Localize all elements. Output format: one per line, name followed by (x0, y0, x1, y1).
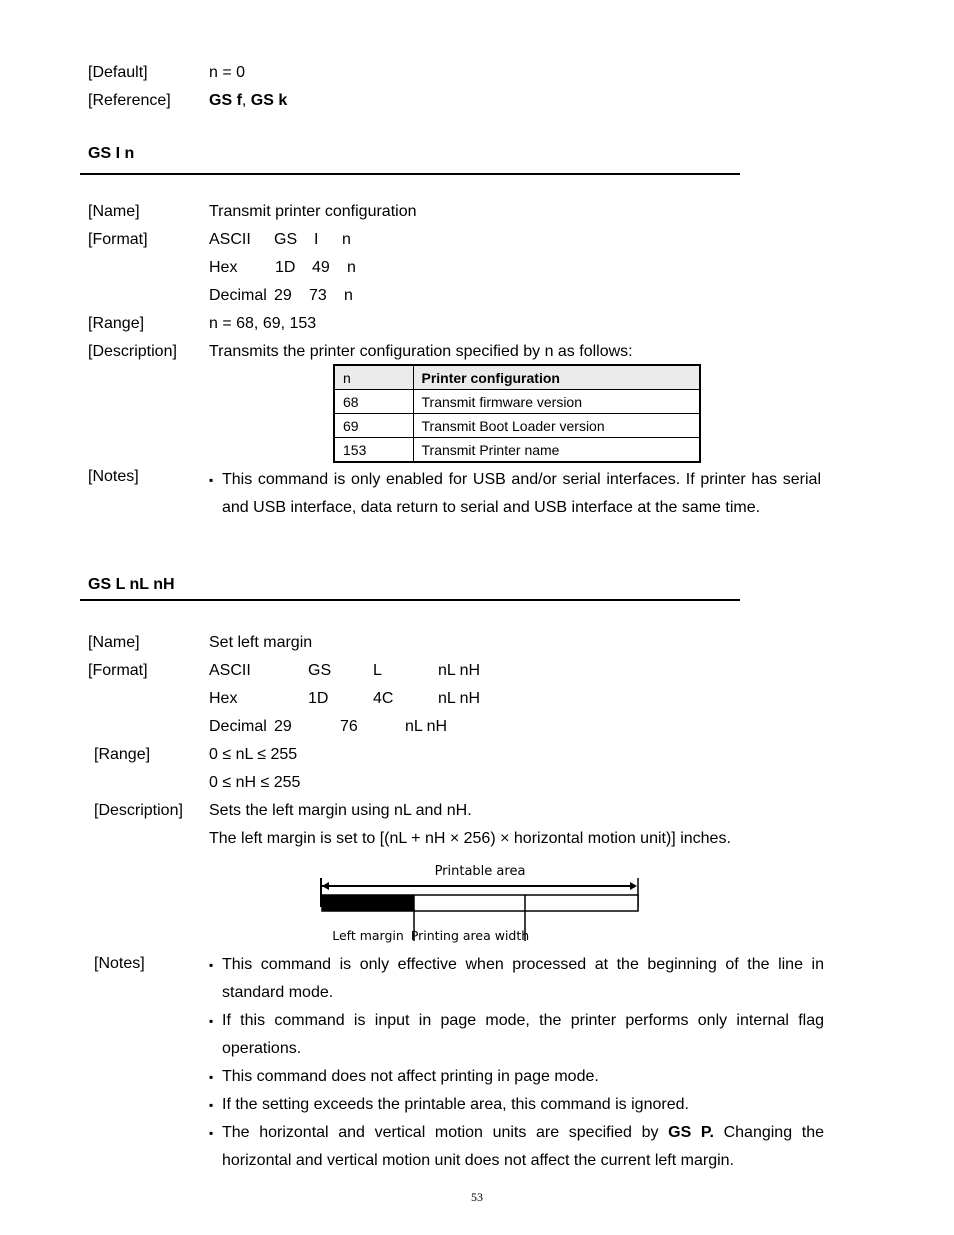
format-hex-label: Hex (209, 690, 238, 707)
page-number: 53 (471, 1190, 483, 1204)
table-row (334, 390, 700, 414)
description-label: [Description] (94, 802, 183, 819)
format-ascii-cmd: GS (308, 662, 332, 679)
left-margin-block (322, 895, 414, 911)
notes-label: [Notes] (94, 955, 145, 972)
format-hex-cmd: 1D (308, 690, 329, 707)
section-divider (80, 599, 740, 601)
format-ascii-code: L (373, 662, 382, 679)
bullet-icon: ▪ (209, 1126, 214, 1140)
format-ascii-param: nL nH (438, 662, 481, 679)
format-hex-param: n (347, 259, 356, 276)
table-cell-configuration: Transmit Printer name (413, 438, 700, 463)
bullet-icon: ▪ (209, 1070, 214, 1084)
description-label: [Description] (88, 343, 177, 360)
arrow-right-head-icon (630, 882, 637, 890)
note-item (209, 1119, 824, 1175)
bullet-icon: ▪ (209, 1014, 214, 1028)
format-decimal-cmd: 29 (274, 718, 292, 735)
table-header-printer-configuration: Printer configuration (413, 365, 700, 390)
note-text: This command is only enabled for USB and/or serial interfaces. If printer has serial and USB interface, data return to serial and USB interface at the same time. (222, 471, 821, 516)
table-row (334, 414, 700, 438)
bullet-icon: ▪ (209, 958, 214, 972)
format-ascii-label: ASCII (209, 231, 251, 248)
table-cell-n: 69 (334, 414, 413, 438)
format-decimal-cmd: 29 (274, 287, 292, 304)
note-text-part: The horizontal and vertical motion units are specified by (222, 1124, 669, 1141)
printer-config-table (333, 364, 701, 463)
printable-area-label: Printable area (434, 864, 526, 879)
description-line-1: Sets the left margin using nL and nH. (209, 802, 472, 819)
format-decimal-param: nL nH (405, 718, 448, 735)
format-decimal-label: Decimal (209, 718, 267, 735)
table-cell-n: 68 (334, 390, 413, 414)
format-ascii-label: ASCII (209, 662, 251, 679)
table-row (334, 438, 700, 463)
arrow-left-head-icon (322, 882, 329, 890)
format-label: [Format] (88, 662, 148, 679)
note-text: If this command is input in page mode, the printer performs only internal flag operations. (222, 1012, 824, 1057)
format-hex-code: 49 (312, 259, 330, 276)
note-item (209, 1007, 824, 1063)
format-hex-label: Hex (209, 259, 238, 276)
note-item (209, 1063, 824, 1091)
format-decimal-param: n (344, 287, 353, 304)
note-text: This command does not affect printing in page mode. (222, 1068, 599, 1085)
table-cell-configuration: Transmit Boot Loader version (413, 414, 700, 438)
range-label: [Range] (94, 746, 151, 763)
range-value-nl: 0 ≤ nL ≤ 255 (209, 746, 298, 763)
bullet-icon: ▪ (209, 473, 214, 487)
note-text-part: Changing the horizontal and vertical motion unit does not affect the current left margin. (222, 1124, 824, 1169)
table-cell-n: 153 (334, 438, 413, 463)
note-command-gs-p: GS P. (668, 1124, 714, 1141)
left-margin-diagram (310, 858, 650, 948)
note-text: This command is only effective when processed at the beginning of the line in standard mode. (222, 956, 824, 1001)
reference-value (209, 91, 287, 111)
note-item (209, 951, 824, 1007)
range-value: n = 68, 69, 153 (209, 315, 317, 332)
bullet-icon: ▪ (209, 1098, 214, 1112)
note-text: If the setting exceeds the printable area, this command is ignored. (222, 1096, 689, 1113)
format-decimal-code: 76 (340, 718, 358, 735)
range-label: [Range] (88, 315, 145, 332)
default-value: n = 0 (209, 64, 246, 81)
description-line-2: The left margin is set to [(nL + nH × 256) × horizontal motion unit)] inches. (209, 830, 731, 847)
reference-cmd-gs-f: GS f (209, 92, 242, 109)
format-hex-param: nL nH (438, 690, 481, 707)
section-divider (80, 173, 740, 175)
note-text (209, 1119, 824, 1175)
default-label: [Default] (88, 64, 148, 81)
range-value-nh: 0 ≤ nH ≤ 255 (209, 774, 301, 791)
table-header-n: n (334, 365, 413, 390)
name-label: [Name] (88, 203, 140, 220)
format-ascii-param: n (342, 231, 351, 248)
table-header-row (334, 365, 700, 390)
section-heading-gs-i: GS I n (88, 145, 135, 162)
name-value: Transmit printer configuration (209, 203, 417, 220)
format-decimal-code: 73 (309, 287, 327, 304)
format-label: [Format] (88, 231, 148, 248)
left-margin-label: Left margin (332, 928, 404, 943)
printing-area-width-label: Printing area width (410, 928, 530, 943)
name-label: [Name] (88, 634, 140, 651)
reference-separator: , (241, 92, 251, 109)
reference-cmd-gs-k: GS k (250, 92, 288, 109)
note-item (209, 1091, 824, 1119)
notes-label: [Notes] (88, 468, 139, 485)
format-hex-cmd: 1D (275, 259, 296, 276)
name-value: Set left margin (209, 634, 313, 651)
format-decimal-label: Decimal (209, 287, 267, 304)
format-hex-code: 4C (373, 690, 394, 707)
reference-label: [Reference] (88, 92, 171, 109)
description-value: Transmits the printer configuration specified by n as follows: (209, 343, 633, 360)
format-ascii-code: I (314, 231, 319, 248)
note-item (209, 466, 821, 522)
format-ascii-cmd: GS (274, 231, 298, 248)
section-heading-gs-l: GS L nL nH (88, 576, 175, 593)
table-cell-configuration: Transmit firmware version (413, 390, 700, 414)
